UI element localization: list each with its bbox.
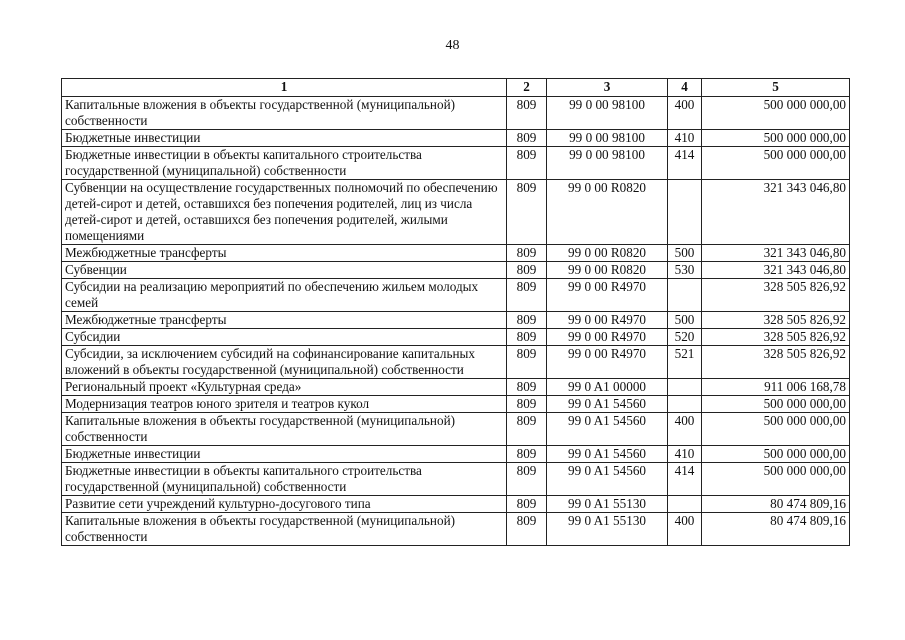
row-cs-cell: 99 0 A1 55130 [547, 513, 668, 546]
row-gr-cell: 809 [507, 446, 547, 463]
row-sum-cell: 321 343 046,80 [702, 245, 850, 262]
row-sum-cell: 500 000 000,00 [702, 147, 850, 180]
row-gr-cell: 809 [507, 245, 547, 262]
row-vr-cell: 410 [668, 130, 702, 147]
column-header: 2 [507, 79, 547, 97]
row-sum-cell: 321 343 046,80 [702, 262, 850, 279]
row-vr-cell: 414 [668, 147, 702, 180]
row-vr-cell [668, 279, 702, 312]
row-gr-cell: 809 [507, 396, 547, 413]
row-name-cell: Региональный проект «Культурная среда» [62, 379, 507, 396]
row-vr-cell [668, 180, 702, 245]
row-gr-cell: 809 [507, 346, 547, 379]
table-body [62, 97, 850, 546]
table-row [62, 413, 850, 446]
row-cs-cell: 99 0 A1 54560 [547, 396, 668, 413]
row-vr-cell: 400 [668, 97, 702, 130]
row-sum-cell: 328 505 826,92 [702, 279, 850, 312]
row-cs-cell: 99 0 00 R4970 [547, 279, 668, 312]
row-name-cell: Развитие сети учреждений культурно-досугового типа [62, 496, 507, 513]
row-cs-cell: 99 0 00 R4970 [547, 329, 668, 346]
table-row [62, 262, 850, 279]
row-name-cell: Бюджетные инвестиции в объекты капитального строительства государственной (муниципальной) собственности [62, 147, 507, 180]
row-gr-cell: 809 [507, 312, 547, 329]
row-cs-cell: 99 0 A1 00000 [547, 379, 668, 396]
row-vr-cell: 520 [668, 329, 702, 346]
row-name-cell: Капитальные вложения в объекты государственной (муниципальной) собственности [62, 513, 507, 546]
row-vr-cell: 500 [668, 245, 702, 262]
row-gr-cell: 809 [507, 279, 547, 312]
column-header: 5 [702, 79, 850, 97]
row-vr-cell: 500 [668, 312, 702, 329]
row-vr-cell: 414 [668, 463, 702, 496]
row-gr-cell: 809 [507, 130, 547, 147]
column-header: 4 [668, 79, 702, 97]
header-row [62, 79, 850, 97]
row-cs-cell: 99 0 00 R0820 [547, 262, 668, 279]
row-name-cell: Модернизация театров юного зрителя и театров кукол [62, 396, 507, 413]
row-gr-cell: 809 [507, 463, 547, 496]
row-sum-cell: 80 474 809,16 [702, 513, 850, 546]
row-name-cell: Субсидии на реализацию мероприятий по обеспечению жильем молодых семей [62, 279, 507, 312]
table-row [62, 513, 850, 546]
row-cs-cell: 99 0 A1 54560 [547, 463, 668, 496]
table-row [62, 379, 850, 396]
row-gr-cell: 809 [507, 379, 547, 396]
row-name-cell: Субвенции [62, 262, 507, 279]
row-cs-cell: 99 0 00 98100 [547, 147, 668, 180]
row-sum-cell: 500 000 000,00 [702, 446, 850, 463]
column-header: 1 [62, 79, 507, 97]
row-sum-cell: 328 505 826,92 [702, 329, 850, 346]
row-sum-cell: 500 000 000,00 [702, 396, 850, 413]
row-vr-cell [668, 379, 702, 396]
table-row [62, 279, 850, 312]
table-row [62, 446, 850, 463]
budget-table [61, 78, 850, 546]
row-cs-cell: 99 0 00 R0820 [547, 245, 668, 262]
row-vr-cell: 521 [668, 346, 702, 379]
row-name-cell: Субсидии [62, 329, 507, 346]
row-name-cell: Субсидии, за исключением субсидий на софинансирование капитальных вложений в объекты государственной (муниципальной) собственности [62, 346, 507, 379]
row-cs-cell: 99 0 00 R0820 [547, 180, 668, 245]
row-sum-cell: 321 343 046,80 [702, 180, 850, 245]
table-row [62, 496, 850, 513]
row-gr-cell: 809 [507, 329, 547, 346]
row-sum-cell: 328 505 826,92 [702, 312, 850, 329]
column-header: 3 [547, 79, 668, 97]
row-sum-cell: 500 000 000,00 [702, 463, 850, 496]
row-vr-cell: 400 [668, 513, 702, 546]
row-cs-cell: 99 0 A1 54560 [547, 446, 668, 463]
row-gr-cell: 809 [507, 97, 547, 130]
row-vr-cell [668, 396, 702, 413]
row-name-cell: Бюджетные инвестиции [62, 130, 507, 147]
row-sum-cell: 500 000 000,00 [702, 97, 850, 130]
table-row [62, 130, 850, 147]
row-sum-cell: 80 474 809,16 [702, 496, 850, 513]
row-sum-cell: 911 006 168,78 [702, 379, 850, 396]
table-row [62, 346, 850, 379]
row-gr-cell: 809 [507, 180, 547, 245]
row-name-cell: Субвенции на осуществление государственных полномочий по обеспечению детей-сирот и детей, оставшихся без попечения родителей, лиц из числа детей-сирот и детей, оставшихся без попечения родителей, жилыми помещениями [62, 180, 507, 245]
row-vr-cell: 410 [668, 446, 702, 463]
row-gr-cell: 809 [507, 513, 547, 546]
row-vr-cell: 400 [668, 413, 702, 446]
row-gr-cell: 809 [507, 147, 547, 180]
row-gr-cell: 809 [507, 496, 547, 513]
table-row [62, 245, 850, 262]
row-cs-cell: 99 0 00 R4970 [547, 312, 668, 329]
row-cs-cell: 99 0 00 98100 [547, 130, 668, 147]
row-cs-cell: 99 0 A1 55130 [547, 496, 668, 513]
row-cs-cell: 99 0 A1 54560 [547, 413, 668, 446]
row-name-cell: Межбюджетные трансферты [62, 312, 507, 329]
table-row [62, 396, 850, 413]
table-row [62, 463, 850, 496]
row-cs-cell: 99 0 00 98100 [547, 97, 668, 130]
row-name-cell: Межбюджетные трансферты [62, 245, 507, 262]
table-row [62, 329, 850, 346]
row-name-cell: Капитальные вложения в объекты государственной (муниципальной) собственности [62, 97, 507, 130]
row-sum-cell: 500 000 000,00 [702, 413, 850, 446]
table-row [62, 180, 850, 245]
row-name-cell: Бюджетные инвестиции в объекты капитального строительства государственной (муниципальной) собственности [62, 463, 507, 496]
row-name-cell: Бюджетные инвестиции [62, 446, 507, 463]
row-vr-cell [668, 496, 702, 513]
row-cs-cell: 99 0 00 R4970 [547, 346, 668, 379]
row-sum-cell: 500 000 000,00 [702, 130, 850, 147]
row-vr-cell: 530 [668, 262, 702, 279]
row-name-cell: Капитальные вложения в объекты государственной (муниципальной) собственности [62, 413, 507, 446]
table-row [62, 312, 850, 329]
row-gr-cell: 809 [507, 413, 547, 446]
row-sum-cell: 328 505 826,92 [702, 346, 850, 379]
page-number: 48 [445, 38, 460, 53]
table-row [62, 97, 850, 130]
row-gr-cell: 809 [507, 262, 547, 279]
table-row [62, 147, 850, 180]
